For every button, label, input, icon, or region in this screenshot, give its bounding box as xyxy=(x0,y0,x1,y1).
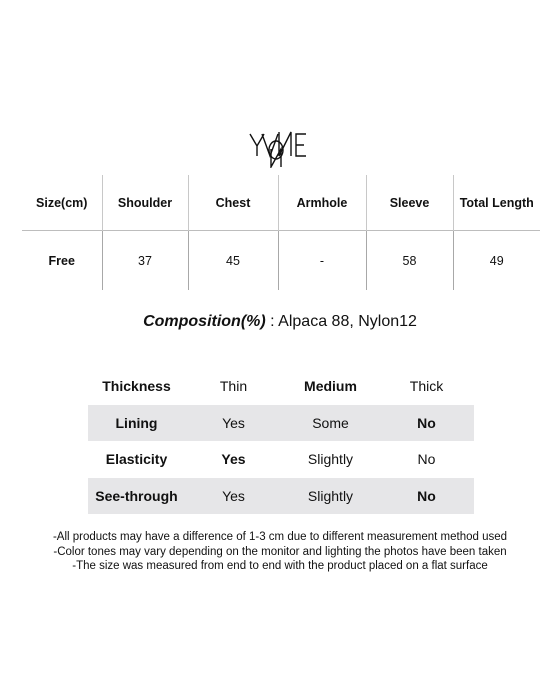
thickness-option-thick: Thick xyxy=(409,378,444,395)
note-measurement-method: -The size was measured from end to end with the product placed on a flat surface xyxy=(72,560,488,572)
quality-row-see-through xyxy=(88,478,474,515)
quality-row-thickness xyxy=(88,368,474,405)
size-header-total-length: Total Length xyxy=(453,175,540,231)
thickness-option-thin: Thin xyxy=(219,378,248,395)
size-table-header-row xyxy=(22,175,540,231)
see-through-option-yes: Yes xyxy=(185,478,282,515)
note-color-tones: -Color tones may vary depending on the monitor and lighting the photos have been taken xyxy=(53,545,507,558)
thickness-option-medium: Medium xyxy=(304,378,357,395)
size-header-shoulder: Shoulder xyxy=(102,175,188,231)
elasticity-option-slightly: Slightly xyxy=(307,451,354,468)
note-measurement-difference: -All products may have a difference of 1-3 cm due to different measurement method used xyxy=(52,531,508,543)
quality-row-lining xyxy=(88,405,474,442)
composition-separator: : xyxy=(265,313,279,330)
quality-label-thickness: Thickness xyxy=(102,378,171,395)
size-cell-total-length: 49 xyxy=(453,231,540,291)
composition-label: Composition(%) xyxy=(143,313,266,330)
size-cell-chest: 45 xyxy=(188,231,278,291)
size-cell-armhole: - xyxy=(278,231,366,291)
size-header-sleeve: Sleeve xyxy=(366,175,453,231)
size-cell-sleeve: 58 xyxy=(366,231,453,291)
lining-option-yes: Yes xyxy=(185,405,282,442)
size-cell-size: Free xyxy=(48,253,75,268)
see-through-option-slightly: Slightly xyxy=(282,478,379,515)
quality-table xyxy=(88,368,474,514)
elasticity-option-yes: Yes xyxy=(221,451,246,468)
quality-label-elasticity: Elasticity xyxy=(105,451,168,468)
see-through-option-no: No xyxy=(379,478,474,515)
notes-block xyxy=(0,530,560,574)
elasticity-option-no: No xyxy=(417,451,436,468)
size-header-chest: Chest xyxy=(188,175,278,231)
table-row xyxy=(22,231,540,291)
quality-label-see-through: See-through xyxy=(88,478,185,515)
lining-option-some: Some xyxy=(282,405,379,442)
composition-line xyxy=(0,313,560,331)
quality-row-elasticity xyxy=(88,441,474,478)
size-header-size: Size(cm) xyxy=(36,195,88,210)
lining-option-no: No xyxy=(379,405,474,442)
quality-label-lining: Lining xyxy=(88,405,185,442)
size-header-armhole: Armhole xyxy=(278,175,366,231)
brand-logo xyxy=(240,122,320,168)
composition-value: Alpaca 88, Nylon12 xyxy=(278,313,417,330)
size-cell-shoulder: 37 xyxy=(102,231,188,291)
size-table xyxy=(22,175,540,290)
